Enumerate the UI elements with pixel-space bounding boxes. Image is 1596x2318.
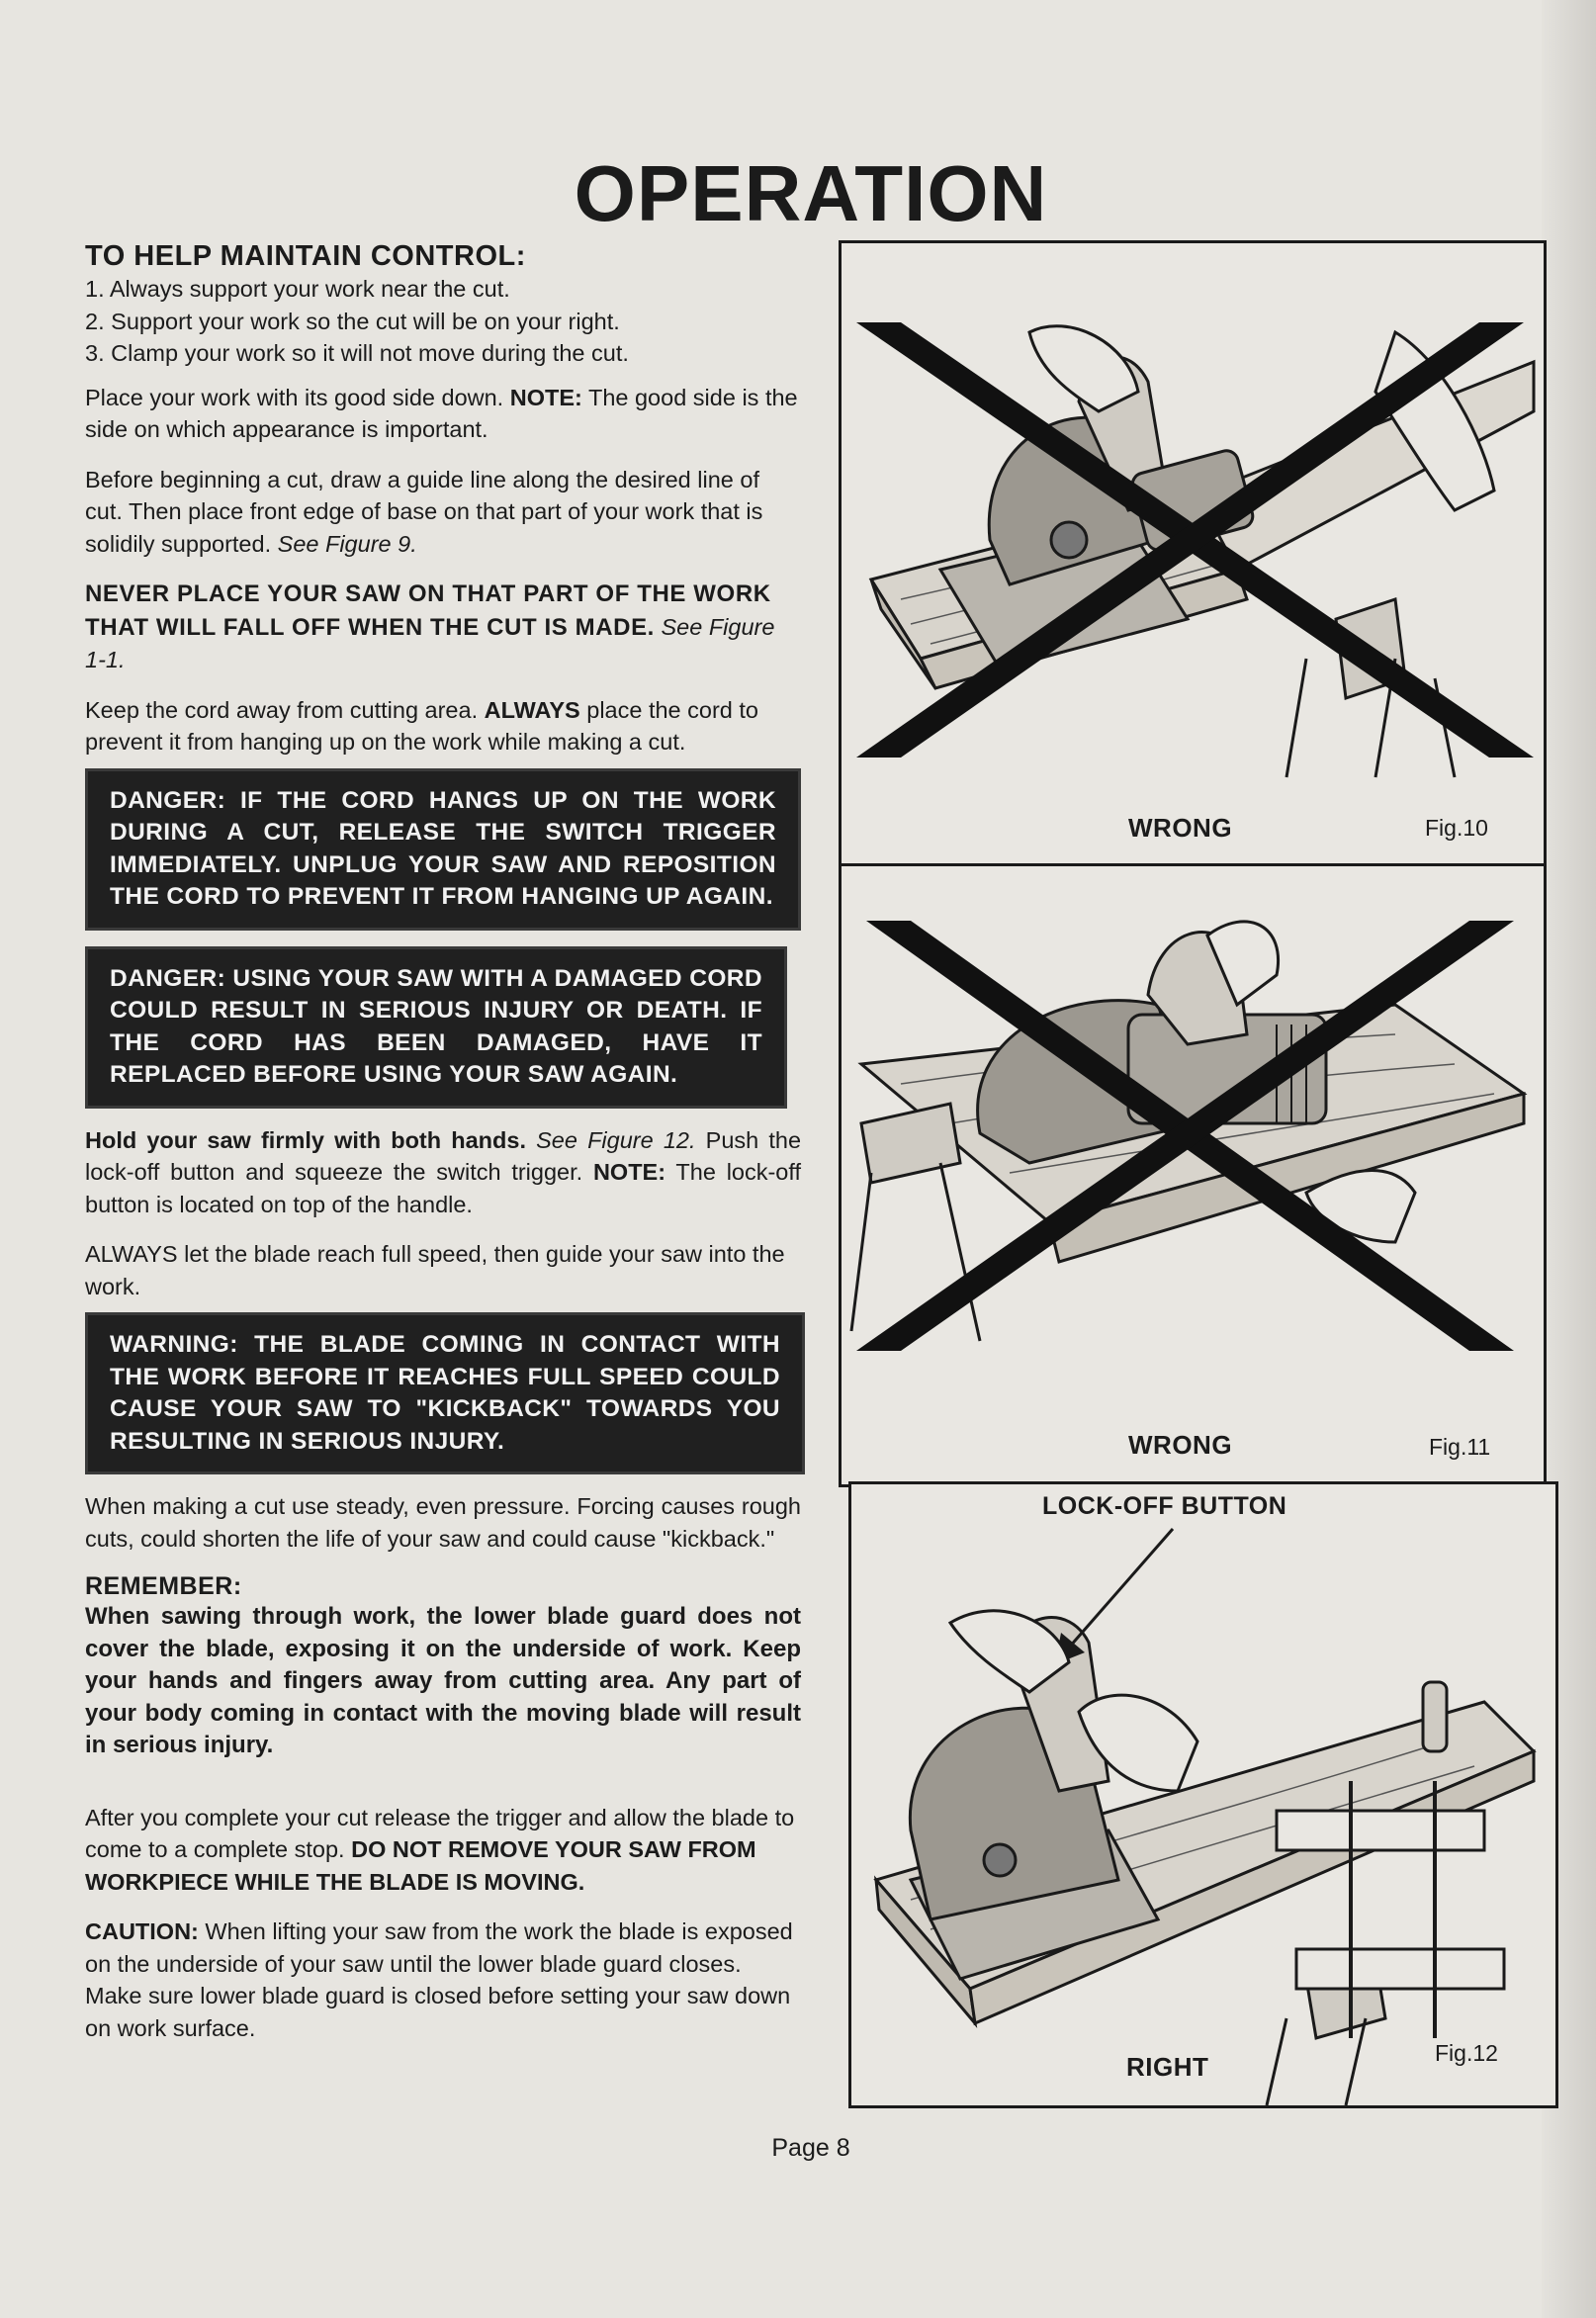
remember-paragraph: When sawing through work, the lower blade guard does not cover the blade, exposing it on the underside of work. Keep your hands and fingers away from cutting area. Any part of your body coming in contact with the moving blade will result in serious injury. [85,1603,801,1758]
guide-line-paragraph: Before beginning a cut, draw a guide line along the desired line of cut. Then place front edge of base on that part of your work that is solidily supported. See Figure 9. [85,466,763,557]
danger-box-damaged-cord: DANGER: USING YOUR SAW WITH A DAMAGED CORD COULD RESULT IN SERIOUS INJURY OR DEATH. IF THE CORD HAS BEEN DAMAGED, HAVE IT REPLACED BEFORE USING YOUR SAW AGAIN. [85,946,787,1109]
saw-illustration-wrong-2 [842,866,1544,1484]
figure-10-caption: WRONG [1128,813,1233,843]
caution-paragraph: CAUTION: When lifting your saw from the work the blade is exposed on the underside of your saw until the lower blade guard closes. Make sure lower blade guard is closed before setting your saw down on work surface. [85,1918,793,2041]
never-place-paragraph: NEVER PLACE YOUR SAW ON THAT PART OF THE WORK THAT WILL FALL OFF WHEN THE CUT IS MADE. See Figure 1-1. [85,580,775,672]
page-title: OPERATION [574,149,1048,237]
control-steps [85,273,801,370]
step-item: 1. Always support your work near the cut. [85,273,801,306]
instructions-column [85,240,801,2044]
figure-12-caption: RIGHT [1126,2052,1209,2082]
page-number: Page 8 [771,2134,850,2162]
figure-10-label: Fig.10 [1425,815,1488,841]
figure-11-label: Fig.11 [1429,1434,1491,1460]
step-item: 3. Clamp your work so it will not move during the cut. [85,337,801,370]
figure-12-label: Fig.12 [1435,2040,1498,2066]
lock-off-button-callout: LOCK-OFF BUTTON [1042,1492,1287,1520]
full-speed-paragraph: ALWAYS let the blade reach full speed, then guide your saw into the work. [85,1241,785,1299]
place-work-paragraph: Place your work with its good side down. NOTE: The good side is the side on which appearance is important. [85,384,798,442]
figure-11-panel [839,863,1547,1487]
figure-12-panel [848,1481,1558,2108]
saw-illustration-right [851,1484,1555,2105]
figure-10-panel [839,240,1547,869]
control-heading: TO HELP MAINTAIN CONTROL: [85,240,526,272]
step-item: 2. Support your work so the cut will be on your right. [85,306,801,338]
saw-illustration-wrong-1 [842,243,1544,866]
remember-heading: REMEMBER: [85,1572,242,1600]
warning-box-kickback: WARNING: THE BLADE COMING IN CONTACT WITH THE WORK BEFORE IT REACHES FULL SPEED COULD CAUSE YOUR SAW TO "KICKBACK" TOWARDS YOU RESULTING IN SERIOUS INJURY. [85,1312,805,1474]
steady-pressure-paragraph: When making a cut use steady, even pressure. Forcing causes rough cuts, could shorten the life of your saw and could cause "kickback." [85,1493,801,1552]
hold-saw-paragraph: Hold your saw firmly with both hands. See Figure 12. Push the lock-off button and squeeze the switch trigger. NOTE: The lock-off button is located on top of the handle. [85,1126,802,1217]
figure-11-caption: WRONG [1128,1430,1233,1460]
danger-box-cord: DANGER: IF THE CORD HANGS UP ON THE WORK DURING A CUT, RELEASE THE SWITCH TRIGGER IMMEDIATELY. UNPLUG YOUR SAW AND REPOSITION THE CORD TO PREVENT IT FROM HANGING UP AGAIN. [85,768,801,931]
complete-cut-paragraph: After you complete your cut release the trigger and allow the blade to come to a complete stop. DO NOT REMOVE YOUR SAW FROM WORKPIECE WHILE THE BLADE IS MOVING. [85,1804,795,1895]
cord-paragraph: Keep the cord away from cutting area. ALWAYS place the cord to prevent it from hanging up on the work while making a cut. [85,696,758,755]
